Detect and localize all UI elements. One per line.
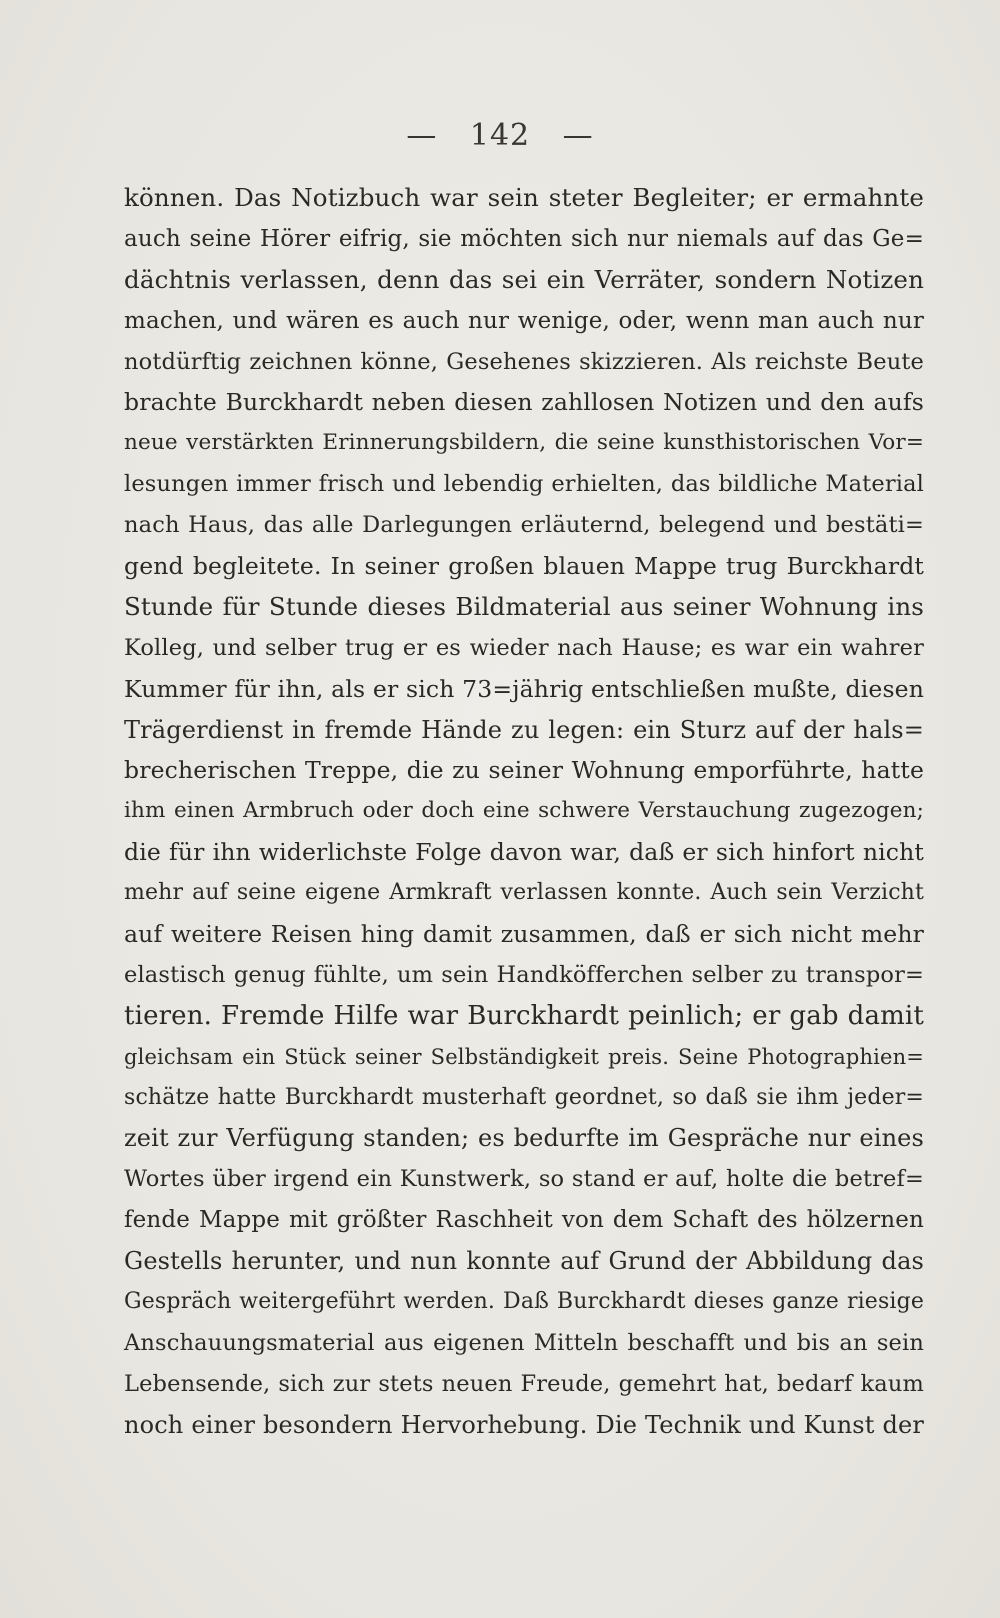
text-line: auch seine Hörer eifrig, sie möchten sich nur niemals auf das Ge= [124, 225, 924, 252]
text-line: Gestells herunter, und nun konnte auf Grund der Abbildung das [124, 1247, 924, 1276]
text-line: mehr auf seine eigene Armkraft verlassen konnte. Auch sein Verzicht [124, 880, 924, 906]
text-line: die für ihn widerlichste Folge davon war, daß er sich hinfort nicht [124, 838, 924, 867]
text-line: lesungen immer frisch und lebendig erhielten, das bildliche Material [124, 471, 924, 498]
text-line: Wortes über irgend ein Kunstwerk, so stand er auf, holte die betref= [124, 1166, 924, 1193]
text-line: zeit zur Verfügung standen; es bedurfte im Gespräche nur eines [124, 1124, 924, 1153]
page-number: 142 [469, 118, 531, 153]
text-line: neue verstärkten Erinnerungsbildern, die seine kunsthistorischen Vor= [124, 430, 924, 456]
header-dash-right: — [562, 118, 594, 153]
text-line: machen, und wären es auch nur wenige, oder, wenn man auch nur [124, 307, 924, 334]
text-line: Gespräch weitergeführt werden. Daß Burckhardt dieses ganze riesige [124, 1289, 924, 1315]
text-line: ihm einen Armbruch oder doch eine schwere Verstauchung zugezogen; [124, 798, 924, 824]
text-line: gleichsam ein Stück seiner Selbständigkeit preis. Seine Photographien= [124, 1044, 924, 1069]
text-line: Stunde für Stunde dieses Bildmaterial aus seiner Wohnung ins [124, 591, 924, 621]
text-line: tieren. Fremde Hilfe war Burckhardt peinlich; er gab damit [124, 1000, 924, 1031]
text-line: brachte Burckhardt neben diesen zahllosen Notizen und den aufs [124, 388, 924, 417]
text-line: brecherischen Treppe, die zu seiner Wohnung emporführte, hatte [124, 756, 924, 785]
text-line: Trägerdienst in fremde Hände zu legen: ein Sturz auf der hals= [124, 715, 924, 744]
text-line: Kolleg, und selber trug er es wieder nach Hause; es war ein wahrer [124, 634, 924, 661]
text-line: notdürftig zeichnen könne, Gesehenes skizzieren. Als reichste Beute [124, 348, 924, 375]
text-line: elastisch genug fühlte, um sein Handköfferchen selber zu transpor= [124, 961, 924, 988]
text-line: Lebensende, sich zur stets neuen Freude, gemehrt hat, bedarf kaum [124, 1370, 924, 1397]
text-line: dächtnis verlassen, denn das sei ein Verräter, sondern Notizen [124, 264, 924, 294]
header-dash-left: — [406, 118, 438, 153]
text-line: noch einer besondern Hervorhebung. Die Technik und Kunst der [124, 1410, 924, 1439]
text-line: Kummer für ihn, als er sich 73=jährig entschließen mußte, diesen [124, 674, 924, 703]
text-line: fende Mappe mit größter Raschheit von dem Schaft des hölzernen [124, 1207, 924, 1234]
text-line: schätze hatte Burckhardt musterhaft geordnet, so daß sie ihm jeder= [124, 1084, 924, 1110]
text-line: gend begleitete. In seiner großen blauen Mappe trug Burckhardt [124, 552, 924, 581]
text-line: können. Das Notizbuch war sein steter Begleiter; er ermahnte [124, 183, 924, 212]
text-line: auf weitere Reisen hing damit zusammen, daß er sich nicht mehr [124, 920, 924, 949]
text-line: nach Haus, das alle Darlegungen erläuternd, belegend und bestäti= [124, 512, 924, 539]
page-header [0, 118, 1000, 153]
text-line: Anschauungsmaterial aus eigenen Mitteln beschafft und bis an sein [124, 1329, 924, 1356]
body-text [124, 178, 924, 1446]
